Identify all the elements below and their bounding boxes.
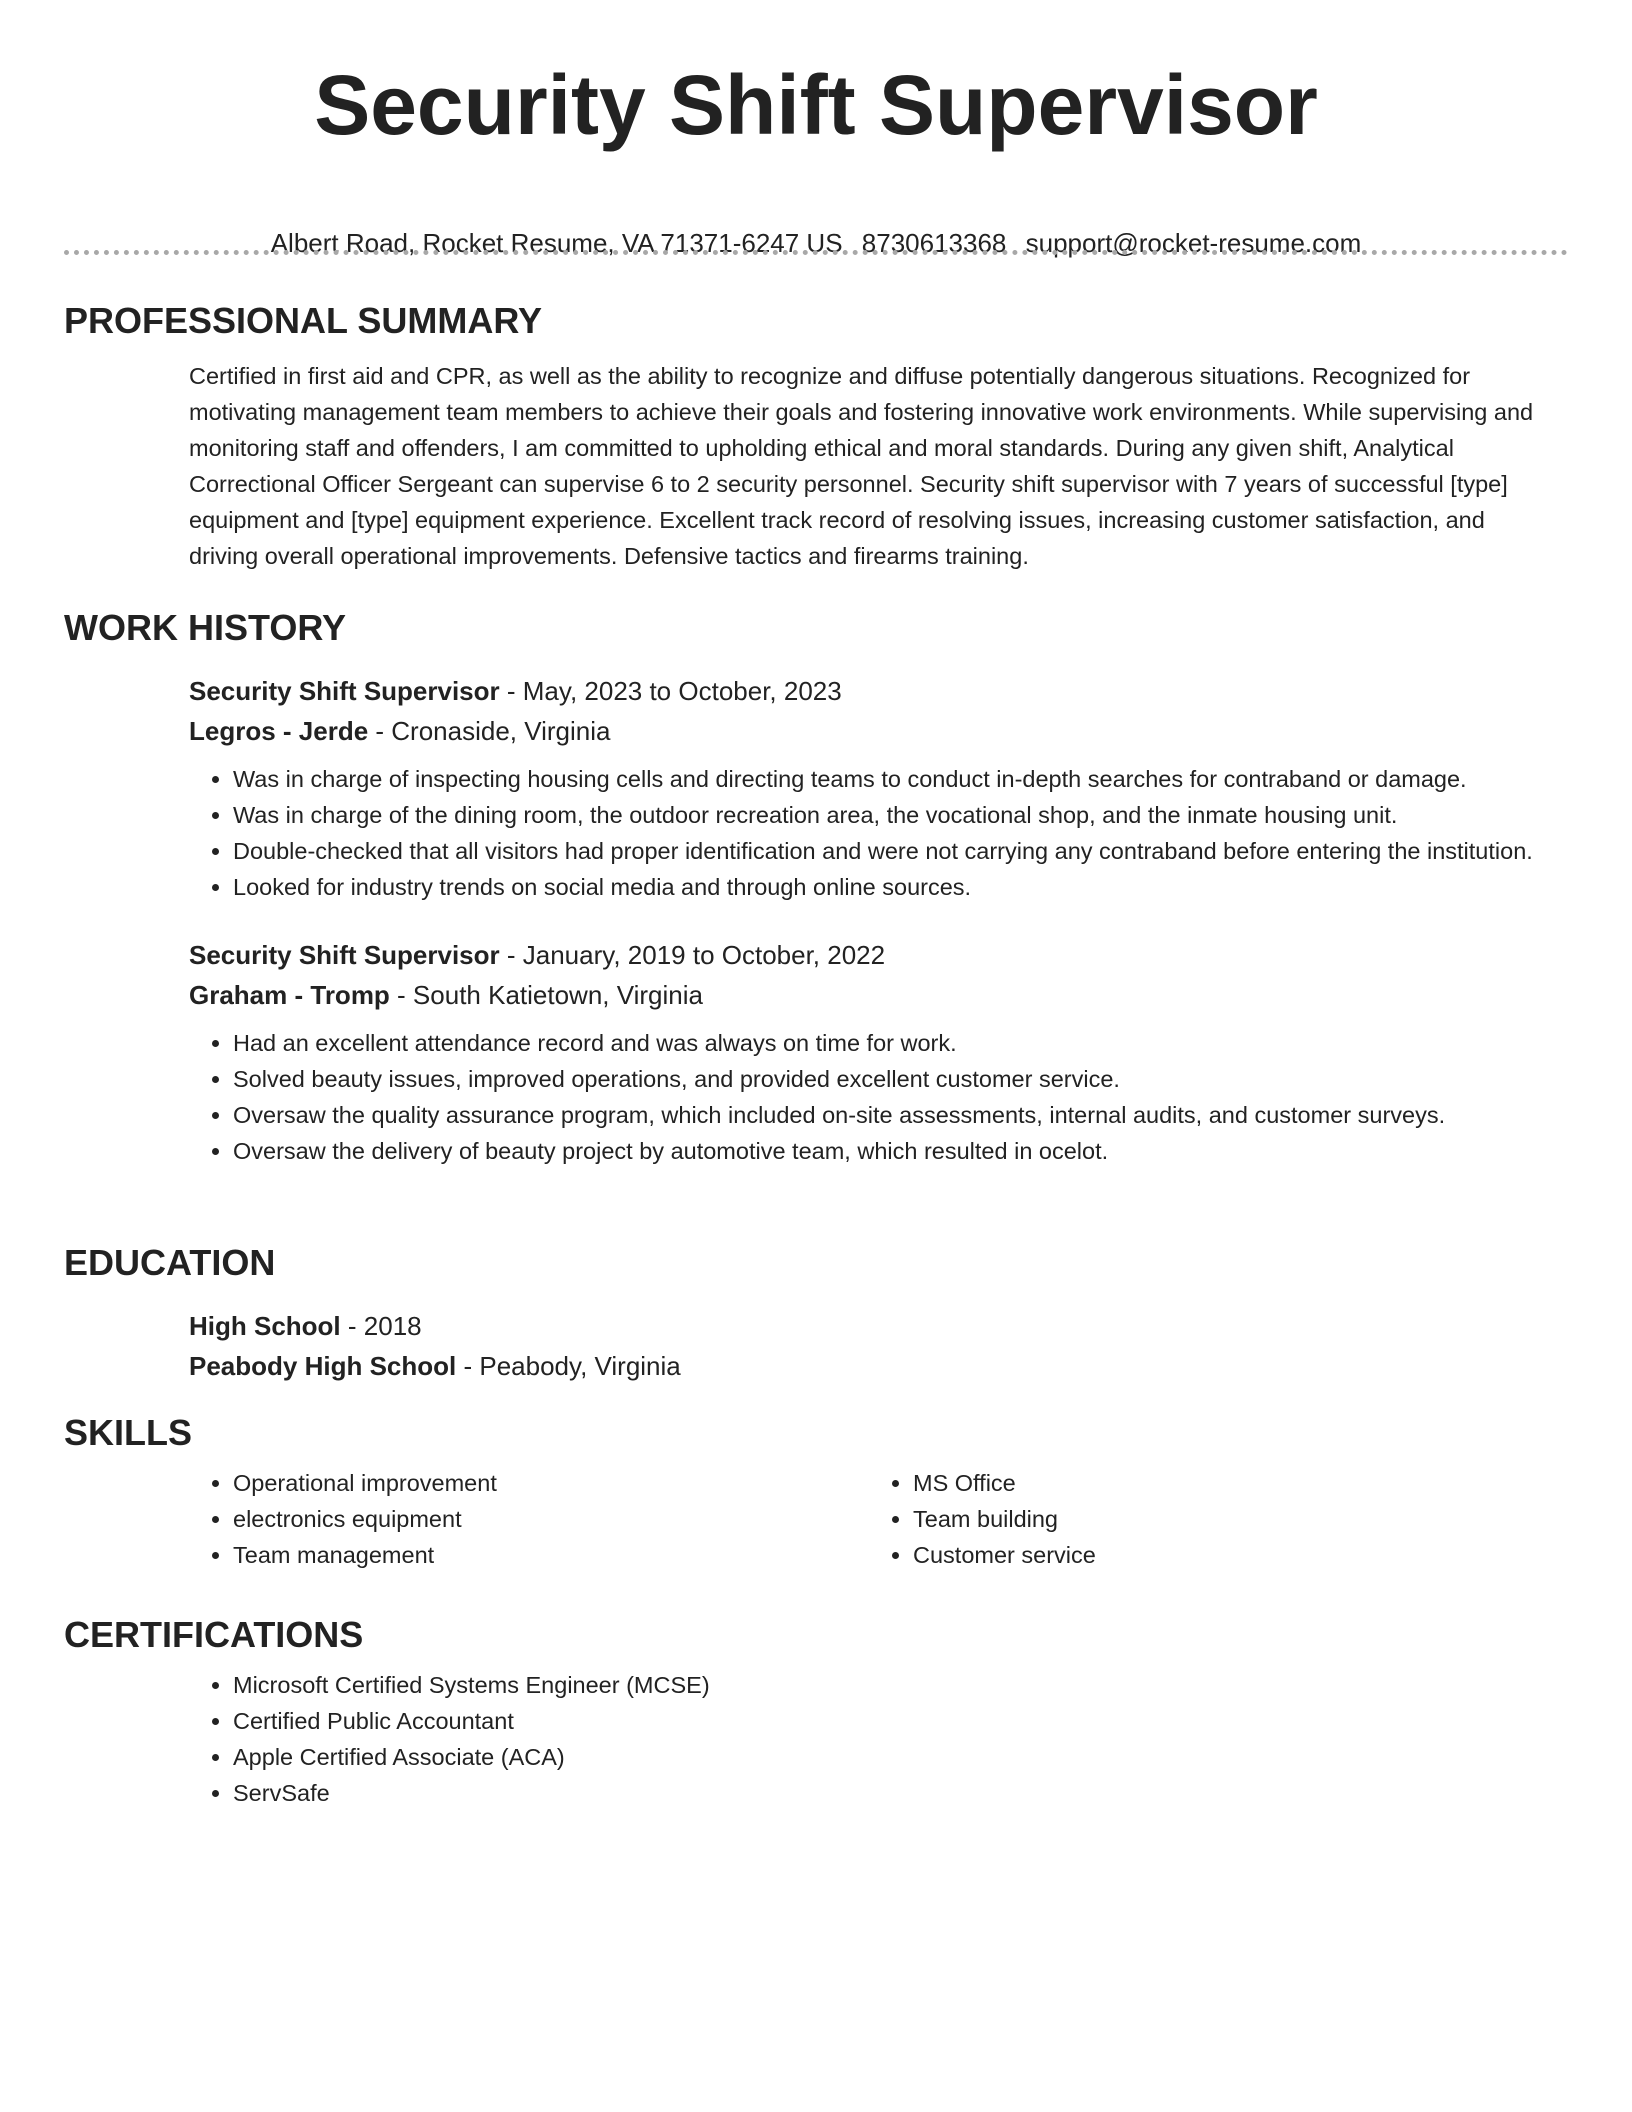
list-item: • Team management — [233, 1537, 869, 1573]
section-title-certifications: CERTIFICATIONS — [64, 1614, 364, 1655]
section-summary — [64, 299, 1568, 574]
certifications-list — [189, 1667, 1549, 1811]
education-degree: High School — [189, 1311, 341, 1341]
job-company: Legros - Jerde — [189, 716, 369, 746]
list-item: • Was in charge of inspecting housing cells and directing teams to conduct in-depth searches for contraband or damage. — [233, 761, 1549, 797]
job-entry — [189, 671, 1549, 905]
education-school-line — [189, 1346, 1549, 1386]
list-item: • Looked for industry trends on social media and through online sources. — [233, 869, 1549, 905]
list-item: • electronics equipment — [233, 1501, 869, 1537]
job-dates: - May, 2023 to October, 2023 — [499, 676, 842, 706]
education-school: Peabody High School — [189, 1351, 457, 1381]
education-degree-line — [189, 1306, 1549, 1346]
job-dates: - January, 2019 to October, 2022 — [499, 940, 886, 970]
list-item: • Was in charge of the dining room, the outdoor recreation area, the vocational shop, and the inmate housing unit. — [233, 797, 1549, 833]
list-item: • Microsoft Certified Systems Engineer (MCSE) — [233, 1667, 1549, 1703]
job-location: - Cronaside, Virginia — [368, 716, 611, 746]
contact-email: support@rocket-resume.com — [1025, 228, 1362, 258]
list-item: • Double-checked that all visitors had proper identification and were not carrying any contraband before entering the institution. — [233, 833, 1549, 869]
list-item: • Solved beauty issues, improved operations, and provided excellent customer service. — [233, 1061, 1549, 1097]
section-skills — [64, 1411, 1568, 1573]
job-position: Security Shift Supervisor — [189, 940, 500, 970]
job-bullets — [189, 761, 1549, 905]
list-item: • MS Office — [913, 1465, 1549, 1501]
job-company: Graham - Tromp — [189, 980, 390, 1010]
job-company-line — [189, 711, 1549, 751]
section-education — [64, 1241, 1568, 1386]
section-title-summary: PROFESSIONAL SUMMARY — [64, 300, 543, 341]
section-work-history — [64, 606, 1568, 1169]
job-bullets — [189, 1025, 1549, 1169]
list-item: • Certified Public Accountant — [233, 1703, 1549, 1739]
job-location: - South Katietown, Virginia — [389, 980, 703, 1010]
job-company-line — [189, 975, 1549, 1015]
job-position: Security Shift Supervisor — [189, 676, 500, 706]
section-certifications — [64, 1613, 1568, 1811]
list-item: • ServSafe — [233, 1775, 1549, 1811]
education-year: - 2018 — [340, 1311, 422, 1341]
section-title-work: WORK HISTORY — [64, 607, 347, 648]
skills-column-right — [869, 1455, 1549, 1573]
section-title-skills: SKILLS — [64, 1412, 193, 1453]
list-item: • Team building — [913, 1501, 1549, 1537]
job-title-line — [189, 671, 1549, 711]
list-item: • Apple Certified Associate (ACA) — [233, 1739, 1549, 1775]
contact-address: Albert Road, Rocket Resume, VA 71371-6247 US — [270, 228, 843, 258]
skills-list-left — [189, 1465, 869, 1573]
resume-header — [64, 54, 1568, 260]
list-item: • Operational improvement — [233, 1465, 869, 1501]
job-entry — [189, 935, 1549, 1169]
candidate-name: Security Shift Supervisor — [314, 58, 1318, 152]
contact-phone: 8730613368 — [861, 228, 1007, 258]
skills-list-right — [869, 1465, 1549, 1573]
summary-text: Certified in first aid and CPR, as well as the ability to recognize and diffuse potentially dangerous situations. Recognized for motivating management team members to achieve their goals and fostering innovative work environments. While supervising and monitoring staff and offenders, I am committed to upholding ethical and moral standards. During any given shift, Analytical Correctional Officer Sergeant can supervise 6 to 2 security personnel. Security shift supervisor with 7 years of successful [type] equipment and [type] equipment experience. Excellent track record of resolving issues, increasing customer satisfaction, and driving overall operational improvements. Defensive tactics and firearms training. — [189, 363, 1534, 569]
list-item: • Had an excellent attendance record and was always on time for work. — [233, 1025, 1549, 1061]
header-divider — [64, 250, 1568, 255]
list-item: • Oversaw the quality assurance program, which included on-site assessments, internal audits, and customer surveys. — [233, 1097, 1549, 1133]
section-title-education: EDUCATION — [64, 1242, 276, 1283]
skills-columns — [189, 1455, 1549, 1573]
skills-column-left — [189, 1455, 869, 1573]
education-location: - Peabody, Virginia — [456, 1351, 681, 1381]
job-title-line — [189, 935, 1549, 975]
list-item: • Customer service — [913, 1537, 1549, 1573]
list-item: • Oversaw the delivery of beauty project by automotive team, which resulted in ocelot. — [233, 1133, 1549, 1169]
